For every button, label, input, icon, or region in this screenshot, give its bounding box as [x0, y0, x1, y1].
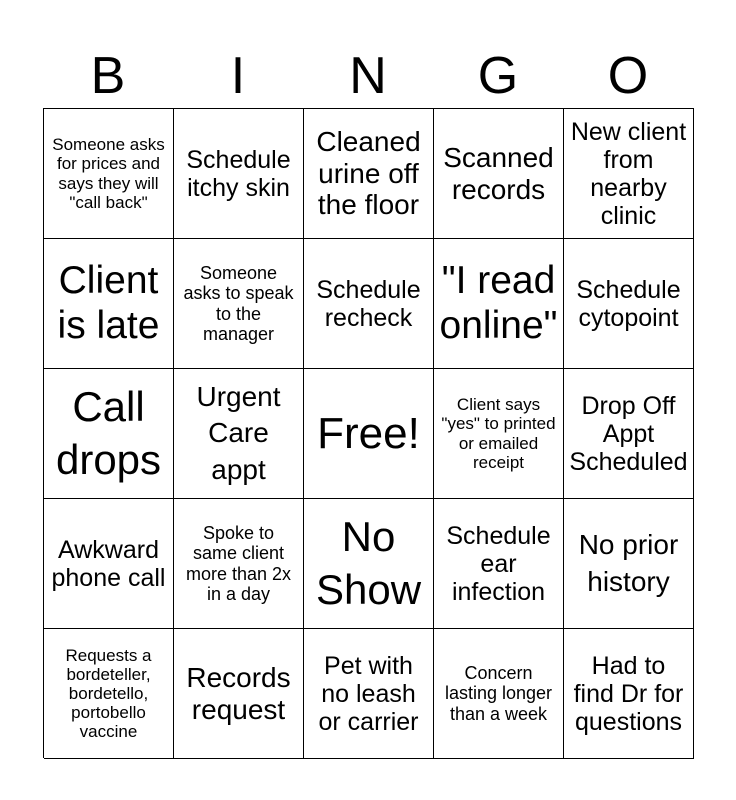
bingo-cell-r2c4[interactable]: "I read online": [434, 239, 564, 369]
header-letter-n: N: [349, 47, 387, 105]
bingo-cell-r5c1[interactable]: Requests a bordeteller, bordetello, portobello vaccine: [44, 629, 174, 759]
bingo-cell-r3c3-free[interactable]: Free!: [304, 369, 434, 499]
bingo-cell-r2c1[interactable]: Client is late: [44, 239, 174, 369]
bingo-cell-r3c2[interactable]: Urgent Care appt: [174, 369, 304, 499]
bingo-header: [43, 44, 693, 108]
bingo-cell-r1c1[interactable]: Someone asks for prices and says they will "call back": [44, 109, 174, 239]
bingo-cell-r5c4[interactable]: Concern lasting longer than a week: [434, 629, 564, 759]
bingo-cell-r5c3[interactable]: Pet with no leash or carrier: [304, 629, 434, 759]
bingo-cell-r1c2[interactable]: Schedule itchy skin: [174, 109, 304, 239]
bingo-cell-r2c2[interactable]: Someone asks to speak to the manager: [174, 239, 304, 369]
bingo-cell-r3c5[interactable]: Drop Off Appt Scheduled: [564, 369, 694, 499]
bingo-cell-r2c3[interactable]: Schedule recheck: [304, 239, 434, 369]
bingo-cell-r5c2[interactable]: Records request: [174, 629, 304, 759]
bingo-cell-r4c2[interactable]: Spoke to same client more than 2x in a day: [174, 499, 304, 629]
bingo-cell-r3c4[interactable]: Client says "yes" to printed or emailed receipt: [434, 369, 564, 499]
bingo-cell-r1c4[interactable]: Scanned records: [434, 109, 564, 239]
bingo-cell-r5c5[interactable]: Had to find Dr for questions: [564, 629, 694, 759]
header-letter-g: G: [477, 47, 519, 105]
bingo-cell-r4c1[interactable]: Awkward phone call: [44, 499, 174, 629]
bingo-cell-r4c5[interactable]: No prior history: [564, 499, 694, 629]
bingo-cell-r4c4[interactable]: Schedule ear infection: [434, 499, 564, 629]
bingo-grid: [43, 108, 694, 758]
bingo-cell-r1c3[interactable]: Cleaned urine off the floor: [304, 109, 434, 239]
bingo-cell-r4c3[interactable]: No Show: [304, 499, 434, 629]
bingo-cell-r3c1[interactable]: Call drops: [44, 369, 174, 499]
header-letter-b: B: [90, 47, 126, 105]
header-letter-o: O: [607, 47, 649, 105]
bingo-cell-r2c5[interactable]: Schedule cytopoint: [564, 239, 694, 369]
header-letter-i: I: [230, 47, 246, 105]
bingo-cell-r1c5[interactable]: New client from nearby clinic: [564, 109, 694, 239]
